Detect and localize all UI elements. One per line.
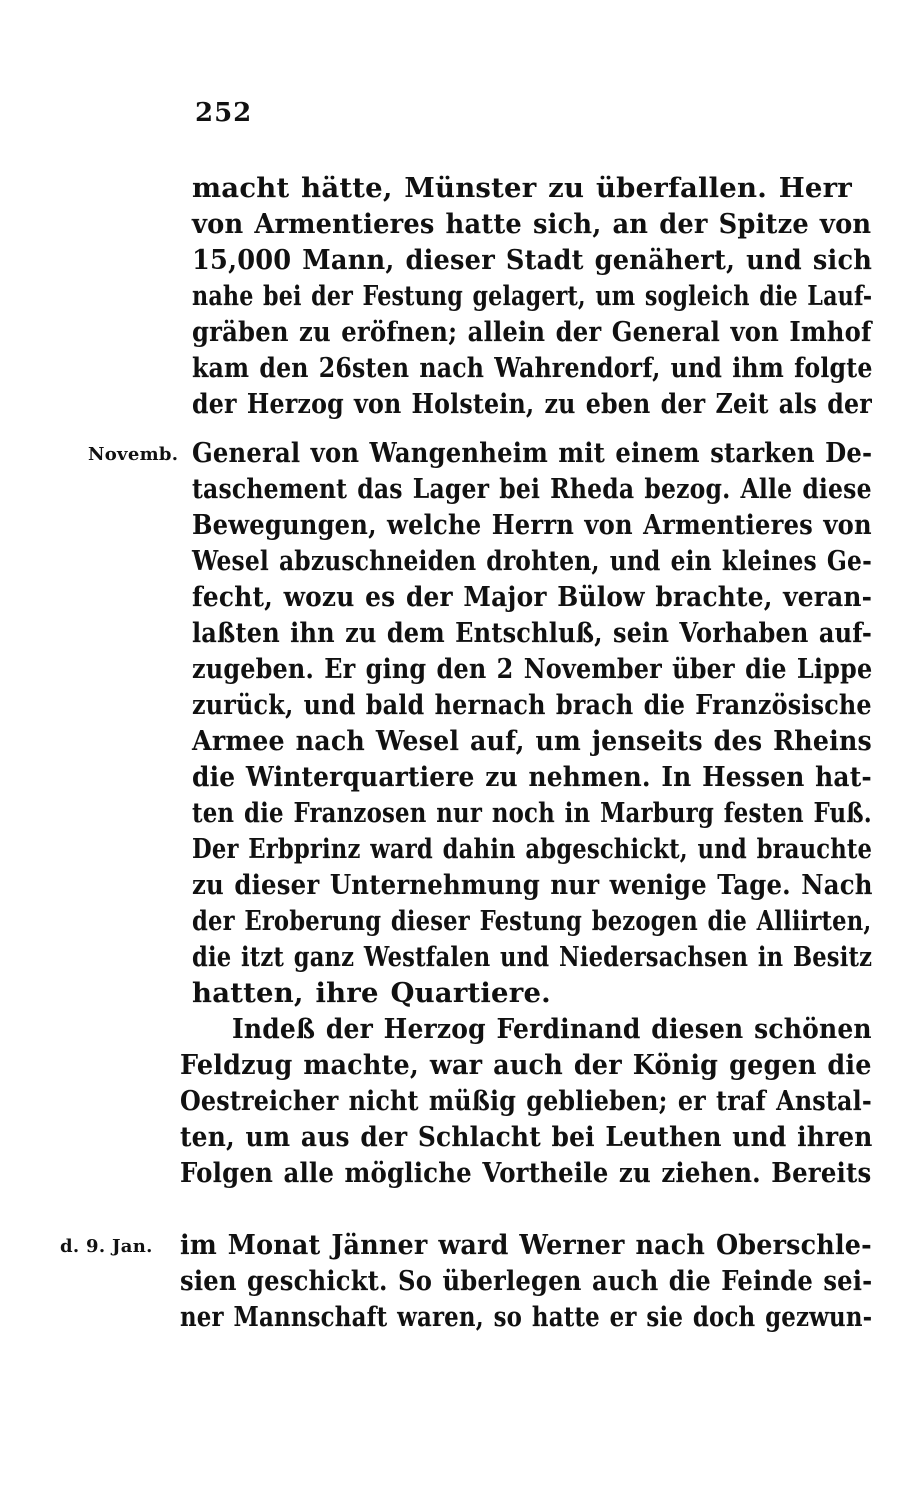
text-line: die Winterquartiere zu nehmen. In Hessen hat- — [192, 761, 872, 793]
text-line: von Armentieres hatte sich, an der Spitze von — [192, 208, 872, 240]
text-line: die itzt ganz Westfalen und Niedersachsen in Besitz — [192, 941, 873, 973]
text-line: Indeß der Herzog Ferdinand diesen schönen — [232, 1013, 872, 1045]
text-line: zugeben. Er ging den 2 November über die Lippe — [192, 653, 873, 685]
text-line: Oestreicher nicht müßig geblieben; er traf Anstal- — [180, 1085, 872, 1117]
text-line: Folgen alle mögliche Vortheile zu ziehen. Bereits — [180, 1157, 872, 1189]
text-line: sien geschickt. So überlegen auch die Feinde sei- — [180, 1265, 873, 1297]
text-line: laßten ihn zu dem Entschluß, sein Vorhaben auf- — [192, 617, 873, 649]
page-number: 252 — [195, 98, 253, 128]
text-line: Feldzug machte, war auch der König gegen die — [180, 1049, 872, 1081]
text-line: macht hätte, Münster zu überfallen. Herr — [192, 172, 852, 204]
text-line: im Monat Jänner ward Werner nach Oberschle- — [180, 1229, 872, 1261]
text-line: Bewegungen, welche Herrn von Armentieres von — [192, 509, 872, 541]
text-line: zurück, und bald hernach brach die Französische — [192, 689, 872, 721]
text-line: gräben zu eröfnen; allein der General von Imhof — [192, 316, 872, 348]
text-line: hatten, ihre Quartiere. — [192, 977, 551, 1009]
margin-note-jan: d. 9. Jan. — [60, 1236, 153, 1257]
text-line: taschement das Lager bei Rheda bezog. Alle diese — [192, 473, 872, 505]
text-line: Wesel abzuschneiden drohten, und ein kleines Ge- — [192, 545, 872, 577]
text-line: 15,000 Mann, dieser Stadt genähert, und sich — [192, 244, 873, 276]
margin-note-novemb: Novemb. — [88, 444, 179, 465]
text-line: zu dieser Unternehmung nur wenige Tage. Nach — [192, 869, 873, 901]
text-line: ten die Franzosen nur noch in Marburg festen Fuß. — [192, 797, 872, 829]
text-line: der Herzog von Holstein, zu eben der Zeit als der — [192, 388, 872, 420]
text-line: General von Wangenheim mit einem starken De- — [192, 437, 873, 469]
text-line: fecht, wozu es der Major Bülow brachte, veran- — [192, 581, 873, 613]
text-line: kam den 26sten nach Wahrendorf, und ihm folgte — [192, 352, 873, 384]
text-line: ten, um aus der Schlacht bei Leuthen und ihren — [180, 1121, 873, 1153]
text-line: Der Erbprinz ward dahin abgeschickt, und brauchte — [192, 833, 873, 865]
text-line: nahe bei der Festung gelagert, um sogleich die Lauf- — [192, 280, 873, 312]
text-line: ner Mannschaft waren, so hatte er sie doch gezwun- — [180, 1301, 873, 1333]
text-line: der Eroberung dieser Festung bezogen die Alliirten, — [192, 905, 872, 937]
text-line: Armee nach Wesel auf, um jenseits des Rheins — [192, 725, 872, 757]
